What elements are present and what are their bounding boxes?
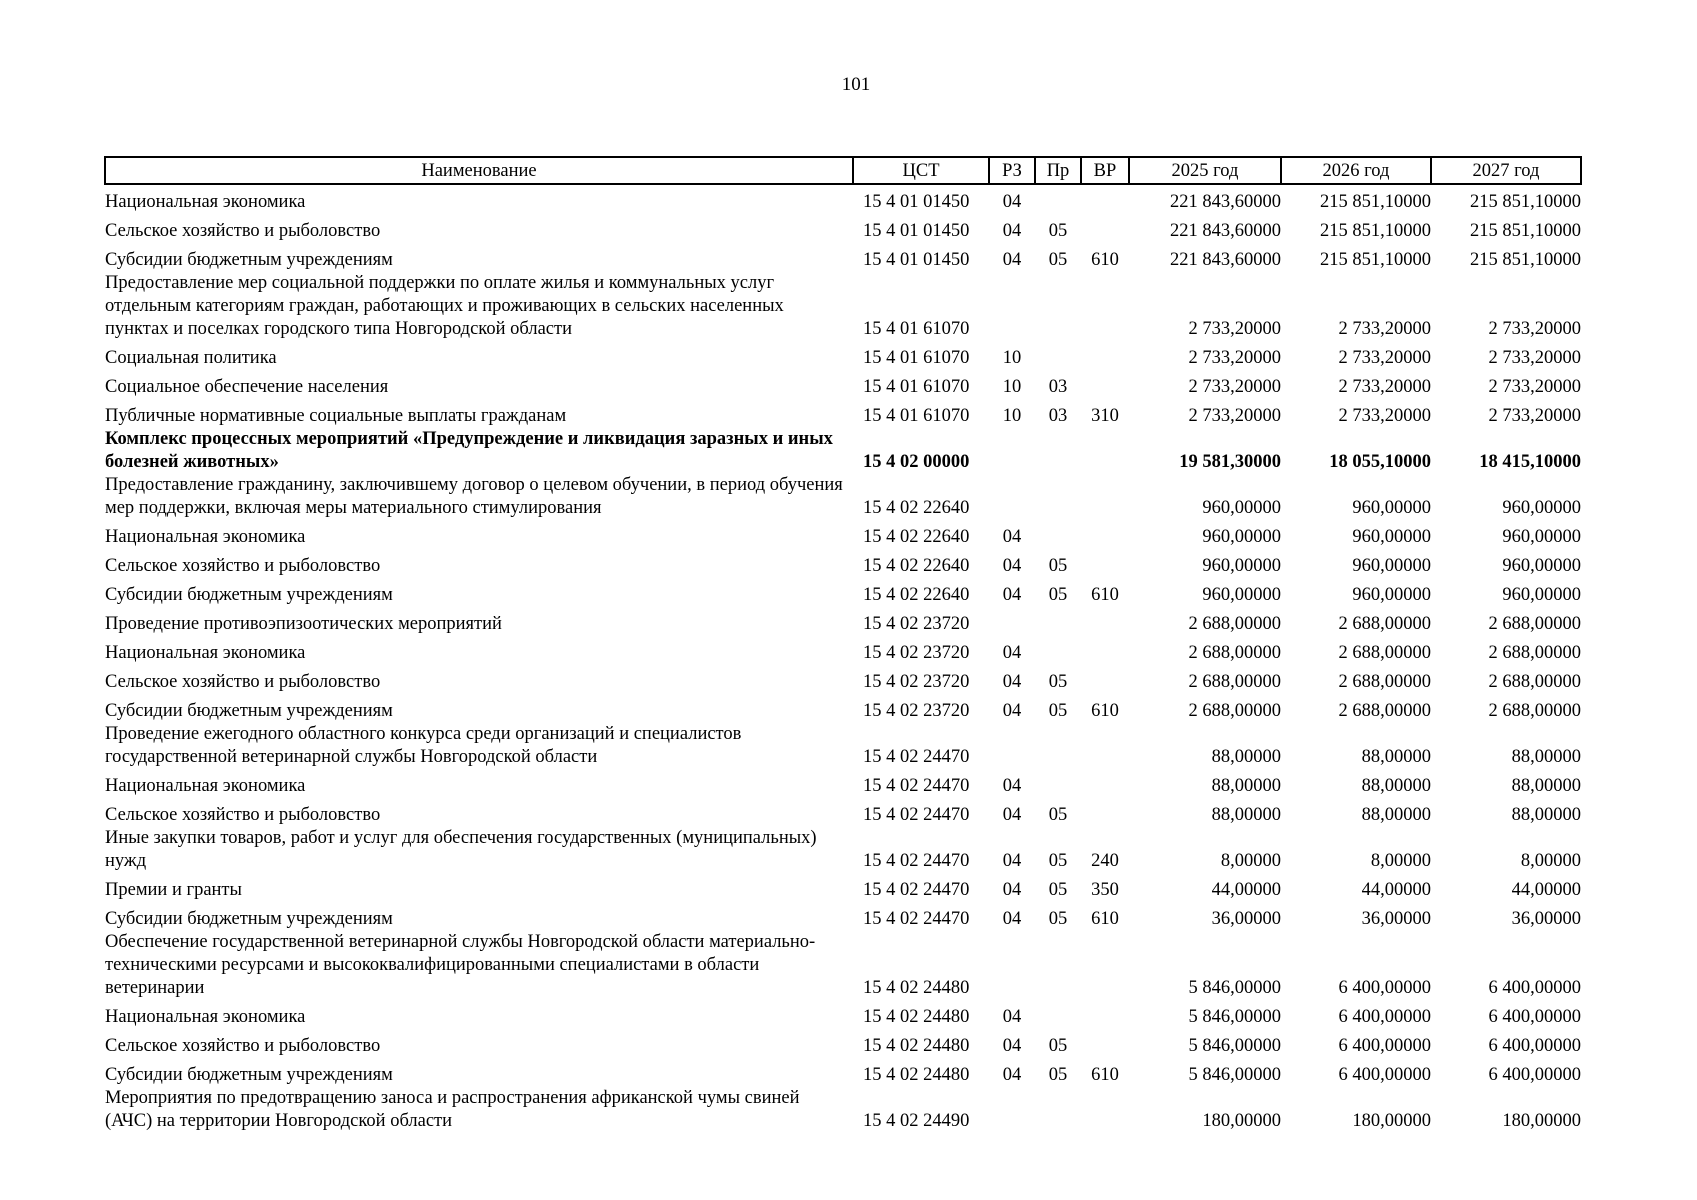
cell-2026: 960,00000 [1352, 527, 1431, 547]
cell-vr: 310 [1091, 406, 1119, 426]
cell-2025: 2 733,20000 [1188, 348, 1281, 368]
cell-2026: 960,00000 [1352, 585, 1431, 605]
cell-rz [989, 1087, 1035, 1133]
cell-rz: 04 [1002, 192, 1022, 212]
cell-name: Национальная экономика [105, 776, 306, 796]
cell-rz [989, 607, 1035, 636]
table-row [105, 520, 1581, 549]
table-row [105, 694, 1581, 723]
cell-vr [1081, 1087, 1129, 1133]
cell-rz: 04 [1002, 672, 1022, 692]
cell-name: Субсидии бюджетным учреждениям [105, 701, 393, 721]
table-row [105, 665, 1581, 694]
cell-2026: 2 733,20000 [1338, 319, 1431, 339]
table-row [105, 902, 1581, 931]
header-name: Наименование [105, 157, 853, 184]
cell-name: Национальная экономика [105, 1007, 306, 1027]
cell-name: Премии и гранты [105, 880, 242, 900]
table-row [105, 798, 1581, 827]
cell-cst: 15 4 01 61070 [863, 406, 970, 426]
cell-cst: 15 4 02 24480 [863, 1065, 970, 1085]
cell-cst: 15 4 02 24480 [863, 1007, 970, 1027]
cell-2025: 180,00000 [1202, 1111, 1281, 1131]
cell-2026: 2 688,00000 [1338, 643, 1431, 663]
cell-rz: 10 [1002, 348, 1022, 368]
cell-2026: 2 688,00000 [1338, 701, 1431, 721]
cell-cst: 15 4 01 01450 [863, 250, 970, 270]
cell-name: Сельское хозяйство и рыболовство [105, 672, 381, 692]
cell-pr: 05 [1048, 851, 1068, 871]
cell-2027: 2 688,00000 [1488, 672, 1581, 692]
cell-rz: 04 [1002, 1007, 1022, 1027]
table-row [105, 578, 1581, 607]
cell-2027: 88,00000 [1511, 747, 1581, 767]
cell-rz: 10 [1002, 406, 1022, 426]
cell-cst: 15 4 01 61070 [863, 348, 970, 368]
cell-2025: 36,00000 [1211, 909, 1281, 929]
cell-rz: 04 [1002, 851, 1022, 871]
cell-2027: 2 688,00000 [1488, 643, 1581, 663]
table-row [105, 769, 1581, 798]
cell-pr: 03 [1048, 406, 1068, 426]
cell-pr [1035, 520, 1081, 549]
cell-2027: 215 851,10000 [1470, 221, 1581, 241]
table-row [105, 370, 1581, 399]
cell-rz [989, 723, 1035, 769]
cell-2026: 215 851,10000 [1320, 221, 1431, 241]
cell-rz: 04 [1002, 585, 1022, 605]
cell-rz: 04 [1002, 1036, 1022, 1056]
cell-2026: 44,00000 [1361, 880, 1431, 900]
cell-rz: 04 [1002, 776, 1022, 796]
cell-pr [1035, 341, 1081, 370]
table-row [105, 1058, 1581, 1087]
cell-2026: 6 400,00000 [1338, 1065, 1431, 1085]
cell-2025: 2 733,20000 [1188, 406, 1281, 426]
cell-pr: 05 [1048, 701, 1068, 721]
cell-2025: 5 846,00000 [1188, 1065, 1281, 1085]
cell-pr [1035, 1087, 1081, 1133]
cell-pr [1035, 474, 1081, 520]
cell-pr: 03 [1048, 377, 1068, 397]
cell-2026: 2 733,20000 [1338, 377, 1431, 397]
table-row [105, 931, 1581, 1000]
cell-2026: 2 733,20000 [1338, 406, 1431, 426]
cell-2027: 6 400,00000 [1488, 1065, 1581, 1085]
cell-cst: 15 4 02 23720 [863, 701, 970, 721]
cell-vr: 610 [1091, 909, 1119, 929]
cell-rz: 10 [1002, 377, 1022, 397]
cell-2027: 18 415,10000 [1479, 452, 1581, 472]
cell-vr [1081, 520, 1129, 549]
cell-2027: 8,00000 [1520, 851, 1581, 871]
cell-vr: 610 [1091, 250, 1119, 270]
cell-2025: 5 846,00000 [1188, 978, 1281, 998]
cell-2027: 6 400,00000 [1488, 1036, 1581, 1056]
cell-rz: 04 [1002, 527, 1022, 547]
cell-2027: 960,00000 [1502, 527, 1581, 547]
cell-2027: 88,00000 [1511, 776, 1581, 796]
cell-pr [1035, 1000, 1081, 1029]
cell-vr [1081, 636, 1129, 665]
cell-2026: 180,00000 [1352, 1111, 1431, 1131]
cell-rz: 04 [1002, 556, 1022, 576]
cell-2026: 215 851,10000 [1320, 192, 1431, 212]
cell-pr [1035, 184, 1081, 214]
cell-vr [1081, 931, 1129, 1000]
cell-name: Социальная политика [105, 348, 277, 368]
header-vr: ВР [1081, 157, 1129, 184]
cell-pr: 05 [1048, 250, 1068, 270]
cell-2027: 6 400,00000 [1488, 1007, 1581, 1027]
table-row [105, 428, 1581, 474]
cell-name: Обеспечение государственной ветеринарной службы Новгородской области материально-техническими ресурсами и высококвалифицированными специалистами в области ветеринарии [105, 932, 816, 998]
cell-pr [1035, 769, 1081, 798]
table-row [105, 399, 1581, 428]
cell-name: Проведение противоэпизоотических мероприятий [105, 614, 502, 634]
cell-2025: 960,00000 [1202, 585, 1281, 605]
cell-pr [1035, 931, 1081, 1000]
cell-2027: 960,00000 [1502, 585, 1581, 605]
cell-2027: 36,00000 [1511, 909, 1581, 929]
cell-2025: 960,00000 [1202, 498, 1281, 518]
cell-name: Предоставление гражданину, заключившему договор о целевом обучении, в период обучения мер поддержки, включая меры материального стимулирования [105, 475, 843, 518]
cell-pr: 05 [1048, 909, 1068, 929]
page-number: 101 [841, 74, 871, 95]
cell-pr: 05 [1048, 672, 1068, 692]
cell-cst: 15 4 02 22640 [863, 498, 970, 518]
cell-2026: 88,00000 [1361, 805, 1431, 825]
cell-pr: 05 [1048, 221, 1068, 241]
cell-vr [1081, 723, 1129, 769]
cell-cst: 15 4 02 23720 [863, 672, 970, 692]
cell-2025: 221 843,60000 [1170, 250, 1281, 270]
cell-pr: 05 [1048, 585, 1068, 605]
cell-name: Национальная экономика [105, 643, 306, 663]
cell-name: Национальная экономика [105, 527, 306, 547]
cell-cst: 15 4 01 61070 [863, 377, 970, 397]
table-row [105, 1029, 1581, 1058]
cell-name: Предоставление мер социальной поддержки по оплате жилья и коммунальных услуг отдельным категориям граждан, работающих и проживающих в сельских населенных пунктах и поселках городского типа Новгородской области [105, 273, 784, 339]
cell-2027: 960,00000 [1502, 498, 1581, 518]
cell-cst: 15 4 01 01450 [863, 192, 970, 212]
cell-2026: 8,00000 [1370, 851, 1431, 871]
cell-pr [1035, 636, 1081, 665]
cell-2025: 221 843,60000 [1170, 221, 1281, 241]
table-row [105, 607, 1581, 636]
cell-name: Национальная экономика [105, 192, 306, 212]
cell-cst: 15 4 02 24470 [863, 805, 970, 825]
cell-name: Субсидии бюджетным учреждениям [105, 585, 393, 605]
cell-cst: 15 4 02 24480 [863, 978, 970, 998]
cell-2026: 18 055,10000 [1329, 452, 1431, 472]
cell-2026: 2 688,00000 [1338, 614, 1431, 634]
cell-rz: 04 [1002, 909, 1022, 929]
budget-table [104, 156, 1582, 1133]
header-2025: 2025 год [1129, 157, 1281, 184]
header-cst: ЦСТ [853, 157, 989, 184]
cell-name: Субсидии бюджетным учреждениям [105, 1065, 393, 1085]
cell-cst: 15 4 01 01450 [863, 221, 970, 241]
table-row [105, 474, 1581, 520]
table-row [105, 214, 1581, 243]
table-row [105, 1000, 1581, 1029]
header-2026: 2026 год [1281, 157, 1431, 184]
cell-cst: 15 4 02 22640 [863, 585, 970, 605]
cell-2027: 2 733,20000 [1488, 319, 1581, 339]
table-row [105, 873, 1581, 902]
cell-2027: 180,00000 [1502, 1111, 1581, 1131]
cell-vr [1081, 184, 1129, 214]
cell-cst: 15 4 02 24470 [863, 747, 970, 767]
cell-name: Сельское хозяйство и рыболовство [105, 556, 381, 576]
table-row [105, 549, 1581, 578]
cell-2027: 960,00000 [1502, 556, 1581, 576]
cell-2025: 88,00000 [1211, 805, 1281, 825]
cell-name: Мероприятия по предотвращению заноса и распространения африканской чумы свиней (АЧС) на территории Новгородской области [105, 1088, 800, 1131]
table-row [105, 1087, 1581, 1133]
cell-name: Проведение ежегодного областного конкурса среди организаций и специалистов государственной ветеринарной службы Новгородской области [105, 724, 742, 767]
cell-pr [1035, 272, 1081, 341]
cell-pr: 05 [1048, 1065, 1068, 1085]
cell-pr: 05 [1048, 1036, 1068, 1056]
cell-pr [1035, 607, 1081, 636]
cell-vr [1081, 1029, 1129, 1058]
cell-name: Социальное обеспечение населения [105, 377, 389, 397]
cell-2026: 960,00000 [1352, 556, 1431, 576]
table-row [105, 827, 1581, 873]
cell-name: Публичные нормативные социальные выплаты гражданам [105, 406, 567, 426]
cell-2025: 221 843,60000 [1170, 192, 1281, 212]
cell-pr: 05 [1048, 805, 1068, 825]
cell-name: Субсидии бюджетным учреждениям [105, 250, 393, 270]
cell-2026: 2 733,20000 [1338, 348, 1431, 368]
cell-vr [1081, 428, 1129, 474]
cell-rz [989, 474, 1035, 520]
cell-vr [1081, 341, 1129, 370]
cell-2026: 960,00000 [1352, 498, 1431, 518]
cell-vr [1081, 272, 1129, 341]
cell-cst: 15 4 02 24470 [863, 909, 970, 929]
table-row [105, 272, 1581, 341]
table-row [105, 184, 1581, 214]
cell-2027: 2 733,20000 [1488, 377, 1581, 397]
cell-2026: 215 851,10000 [1320, 250, 1431, 270]
cell-vr [1081, 549, 1129, 578]
cell-vr [1081, 214, 1129, 243]
cell-name: Иные закупки товаров, работ и услуг для обеспечения государственных (муниципальных) нужд [105, 828, 817, 871]
cell-cst: 15 4 01 61070 [863, 319, 970, 339]
cell-vr [1081, 607, 1129, 636]
table-body [105, 184, 1581, 1133]
cell-2025: 8,00000 [1220, 851, 1281, 871]
cell-vr [1081, 1000, 1129, 1029]
cell-2026: 88,00000 [1361, 776, 1431, 796]
cell-vr [1081, 798, 1129, 827]
table-header-row [105, 157, 1581, 184]
cell-rz [989, 931, 1035, 1000]
cell-2025: 2 688,00000 [1188, 672, 1281, 692]
cell-2026: 36,00000 [1361, 909, 1431, 929]
cell-2027: 215 851,10000 [1470, 192, 1581, 212]
cell-rz: 04 [1002, 701, 1022, 721]
cell-rz: 04 [1002, 221, 1022, 241]
cell-rz [989, 428, 1035, 474]
cell-2027: 2 688,00000 [1488, 701, 1581, 721]
cell-rz: 04 [1002, 1065, 1022, 1085]
cell-2027: 88,00000 [1511, 805, 1581, 825]
cell-vr [1081, 474, 1129, 520]
cell-vr [1081, 665, 1129, 694]
cell-cst: 15 4 02 24470 [863, 776, 970, 796]
cell-2025: 88,00000 [1211, 747, 1281, 767]
cell-2027: 2 733,20000 [1488, 406, 1581, 426]
cell-2025: 5 846,00000 [1188, 1007, 1281, 1027]
cell-2027: 6 400,00000 [1488, 978, 1581, 998]
table-row [105, 636, 1581, 665]
cell-rz: 04 [1002, 880, 1022, 900]
cell-vr: 610 [1091, 585, 1119, 605]
cell-cst: 15 4 02 00000 [863, 452, 970, 472]
cell-2026: 6 400,00000 [1338, 978, 1431, 998]
table-row [105, 243, 1581, 272]
cell-vr [1081, 370, 1129, 399]
cell-name: Сельское хозяйство и рыболовство [105, 221, 381, 241]
cell-2026: 2 688,00000 [1338, 672, 1431, 692]
cell-rz: 04 [1002, 250, 1022, 270]
cell-2027: 2 733,20000 [1488, 348, 1581, 368]
cell-2026: 88,00000 [1361, 747, 1431, 767]
cell-2025: 88,00000 [1211, 776, 1281, 796]
cell-vr [1081, 769, 1129, 798]
cell-vr: 350 [1091, 880, 1119, 900]
cell-pr: 05 [1048, 880, 1068, 900]
cell-cst: 15 4 02 23720 [863, 643, 970, 663]
cell-vr: 610 [1091, 1065, 1119, 1085]
cell-pr [1035, 723, 1081, 769]
table-row [105, 723, 1581, 769]
cell-2025: 5 846,00000 [1188, 1036, 1281, 1056]
cell-2026: 6 400,00000 [1338, 1036, 1431, 1056]
cell-2027: 215 851,10000 [1470, 250, 1581, 270]
cell-2027: 44,00000 [1511, 880, 1581, 900]
cell-2026: 6 400,00000 [1338, 1007, 1431, 1027]
cell-vr: 610 [1091, 701, 1119, 721]
header-2027: 2027 год [1431, 157, 1581, 184]
cell-vr: 240 [1091, 851, 1119, 871]
cell-pr: 05 [1048, 556, 1068, 576]
cell-2025: 2 688,00000 [1188, 701, 1281, 721]
cell-cst: 15 4 02 22640 [863, 556, 970, 576]
cell-rz: 04 [1002, 643, 1022, 663]
cell-name: Субсидии бюджетным учреждениям [105, 909, 393, 929]
cell-2025: 44,00000 [1211, 880, 1281, 900]
cell-cst: 15 4 02 24480 [863, 1036, 970, 1056]
table-row [105, 341, 1581, 370]
cell-name: Комплекс процессных мероприятий «Предупреждение и ликвидация заразных и иных болезней животных» [105, 429, 833, 472]
header-rz: РЗ [989, 157, 1035, 184]
cell-2025: 19 581,30000 [1179, 452, 1281, 472]
cell-2025: 2 733,20000 [1188, 319, 1281, 339]
cell-pr [1035, 428, 1081, 474]
cell-cst: 15 4 02 23720 [863, 614, 970, 634]
cell-rz: 04 [1002, 805, 1022, 825]
cell-cst: 15 4 02 22640 [863, 527, 970, 547]
cell-2027: 2 688,00000 [1488, 614, 1581, 634]
cell-name: Сельское хозяйство и рыболовство [105, 805, 381, 825]
cell-2025: 2 688,00000 [1188, 643, 1281, 663]
cell-2025: 2 733,20000 [1188, 377, 1281, 397]
cell-cst: 15 4 02 24490 [863, 1111, 970, 1131]
cell-cst: 15 4 02 24470 [863, 880, 970, 900]
cell-2025: 2 688,00000 [1188, 614, 1281, 634]
cell-rz [989, 272, 1035, 341]
header-pr: Пр [1035, 157, 1081, 184]
cell-2025: 960,00000 [1202, 527, 1281, 547]
cell-name: Сельское хозяйство и рыболовство [105, 1036, 381, 1056]
cell-2025: 960,00000 [1202, 556, 1281, 576]
cell-cst: 15 4 02 24470 [863, 851, 970, 871]
